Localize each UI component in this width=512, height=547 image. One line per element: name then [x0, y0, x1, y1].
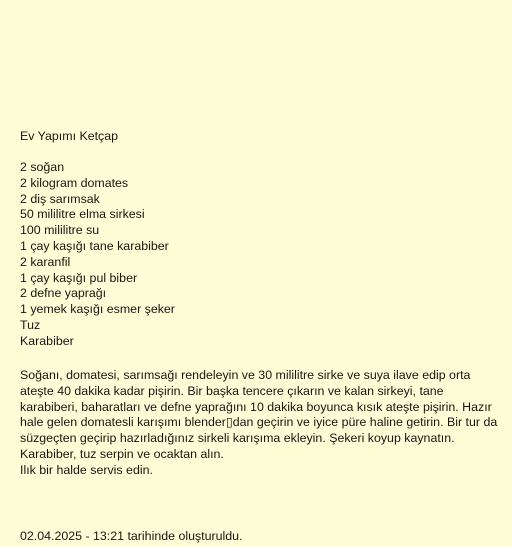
instruction-paragraph: Soğanı, domatesi, sarımsağı rendeleyin ve 30 mililitre sirke ve suya ilave edip orta ateşte 40 dakika kadar pişirin. Bir başka tencere çıkarın ve kalan sirkeyi, tane karabiberi, baharatları ve defne yaprağını 10 dakika boyunca kısık ateşte pişirin. Hazır hale gelen domatesli karışımı blender▯dan geçirin ve iyice püre haline getirin. Bir tur da süzgeçten geçirip hazırladığınız sirkeli karışıma ekleyin. Şekeri koyup kaynatın. Karabiber, tuz serpin ve ocaktan alın.: [20, 368, 498, 461]
ingredient-item: 1 çay kaşığı tane karabiber: [20, 238, 169, 253]
ingredient-item: 2 kilogram domates: [20, 175, 129, 190]
ingredient-item: 2 diş sarımsak: [20, 191, 100, 206]
ingredient-item: 100 mililitre su: [20, 223, 100, 238]
ingredient-item: 1 çay kaşığı pul biber: [20, 270, 138, 285]
ingredient-item: 2 soğan: [20, 160, 65, 174]
ingredient-item: Karabiber: [20, 333, 74, 348]
created-timestamp: 02.04.2025 - 13:21 tarihinde oluşturuldu.: [20, 529, 243, 543]
recipe-page: [20, 0, 508, 547]
ingredient-item: 50 mililitre elma sirkesi: [20, 207, 145, 222]
ingredient-item: Tuz: [20, 317, 41, 332]
ingredient-item: 1 yemek kaşığı esmer şeker: [20, 302, 175, 317]
ingredient-list: [20, 160, 175, 350]
recipe-title: Ev Yapımı Ketçap: [20, 129, 119, 143]
recipe-instructions: [20, 368, 504, 479]
ingredient-item: 2 defne yaprağı: [20, 286, 107, 301]
instruction-paragraph: Ilık bir halde servis edin.: [20, 462, 153, 477]
ingredient-item: 2 karanfil: [20, 254, 71, 269]
